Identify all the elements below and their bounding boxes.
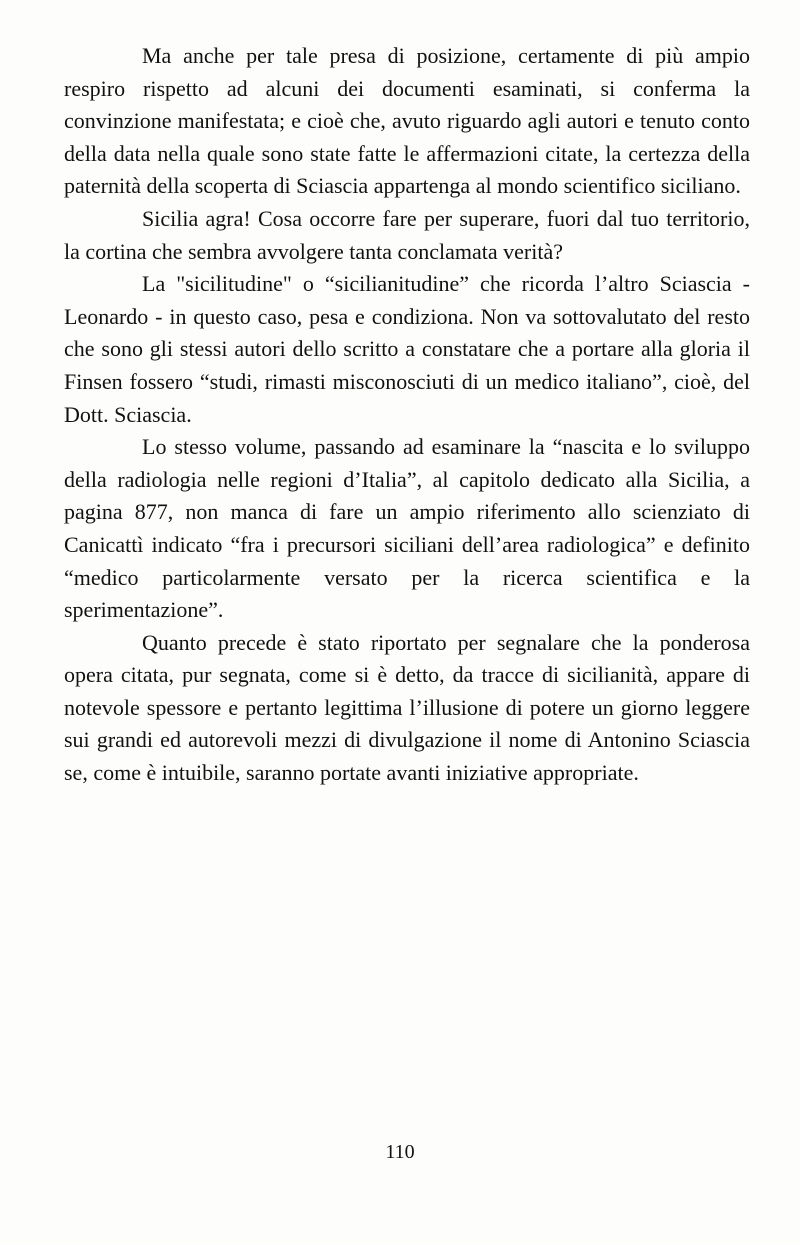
paragraph-5: Quanto precede è stato riportato per segnalare che la ponderosa opera citata, pur segnata, come si è detto, da tracce di sicilianità, appare di notevole spessore e pertanto legittima l’illusione di potere un giorno leggere sui grandi ed autorevoli mezzi di divulgazione il nome di Antonino Sciascia se, come è intuibile, saranno portate avanti iniziative appropriate.: [64, 629, 750, 786]
page-number: 110: [385, 1141, 415, 1163]
paragraph-1: Ma anche per tale presa di posizione, certamente di più ampio respiro rispetto ad alcuni dei documenti esaminati, si conferma la convinzione manifestata; e cioè che, avuto riguardo agli autori e tenuto conto della data nella quale sono state fatte le affermazioni citate, la certezza della paternità della scoperta di Sciascia appartenga al mondo scientifico siciliano.: [64, 43, 750, 199]
body-text: [64, 40, 750, 790]
paragraph-2: Sicilia agra! Cosa occorre fare per superare, fuori dal tuo territorio, la cortina che sembra avvolgere tanta conclamata verità?: [64, 205, 750, 264]
paragraph-3: La "sicilitudine" o “sicilianitudine” che ricorda l’altro Sciascia - Leonardo - in questo caso, pesa e condiziona. Non va sottovalutato del resto che sono gli stessi autori dello scritto a constatare che a portare alla gloria il Finsen fossero “studi, rimasti misconosciuti di un medico italiano”, cioè, del Dott. Sciascia.: [64, 271, 750, 427]
paragraph-4: Lo stesso volume, passando ad esaminare la “nascita e lo sviluppo della radiologia nelle regioni d’Italia”, al capitolo dedicato alla Sicilia, a pagina 877, non manca di fare un ampio riferimento allo scienziato di Canicattì indicato “fra i precursori siciliani dell’area radiologica” e definito “medico particolarmente versato per la ricerca scientifica e la sperimentazione”.: [64, 434, 750, 623]
